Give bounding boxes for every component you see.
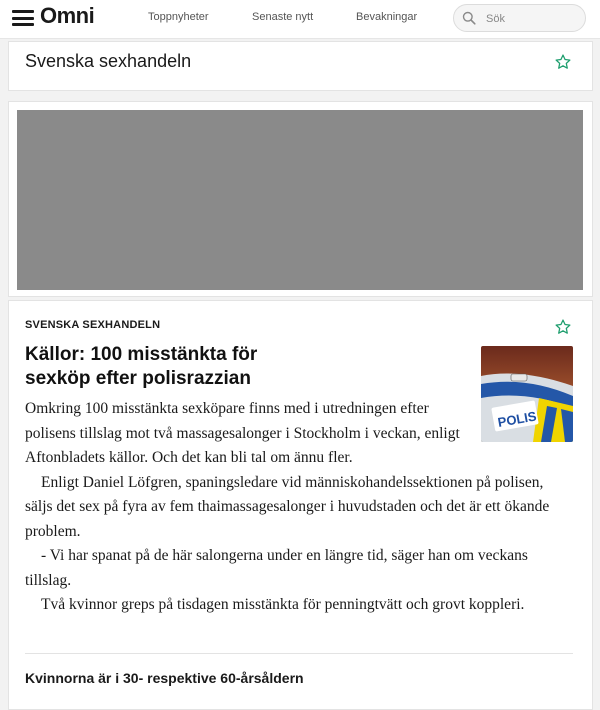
divider xyxy=(25,653,573,654)
star-icon[interactable] xyxy=(554,318,572,336)
omni-logo[interactable]: Omni xyxy=(40,3,95,28)
nav-link-toppnyheter[interactable]: Toppnyheter xyxy=(148,11,209,23)
article-paragraph: Två kvinnor greps på tisdagen misstänkta för penningtvätt och grovt koppleri. xyxy=(41,596,525,613)
top-navigation-bar xyxy=(0,0,600,39)
article-kicker[interactable]: SVENSKA SEXHANDELN xyxy=(25,319,161,331)
article-paragraph: - Vi har spanat på de här salongerna under en längre tid, säger han om veckans tillslag. xyxy=(25,547,528,589)
thumbnail-polis-text: POLIS xyxy=(496,408,538,430)
article-body xyxy=(25,397,565,618)
search-icon[interactable] xyxy=(462,11,476,25)
article-paragraph: Enligt Daniel Löfgren, spaningsledare vid människohandelssektionen på polisen, säljs det sex på fyra av fem thaimassagesalonger i huvudstaden och det är ett ökande problem. xyxy=(25,473,550,540)
search-input[interactable] xyxy=(484,8,583,30)
topic-title[interactable]: Svenska sexhandeln xyxy=(25,51,192,71)
article-subheading: Kvinnorna är i 30- respektive 60-årsåldern xyxy=(25,670,304,686)
article-card[interactable] xyxy=(8,300,593,710)
article-headline[interactable]: Källor: 100 misstänkta för sexköp efter polisrazzian xyxy=(25,344,258,389)
star-icon[interactable] xyxy=(554,53,572,71)
ad-placeholder[interactable] xyxy=(17,110,583,290)
nav-link-bevakningar[interactable]: Bevakningar xyxy=(356,11,418,23)
advertisement-card xyxy=(8,101,593,297)
hamburger-menu-icon[interactable] xyxy=(12,10,34,26)
article-paragraph: Omkring 100 misstänkta sexköpare finns med i utredningen efter polisens tillslag mot två massagesalonger i Stockholm i veckan, enligt Aftonbladets källor. Och det kan bli tal om ännu fler. xyxy=(25,400,460,466)
nav-link-senaste-nytt[interactable]: Senaste nytt xyxy=(252,11,314,23)
search-box[interactable] xyxy=(453,4,586,32)
topic-header-card xyxy=(8,41,593,91)
